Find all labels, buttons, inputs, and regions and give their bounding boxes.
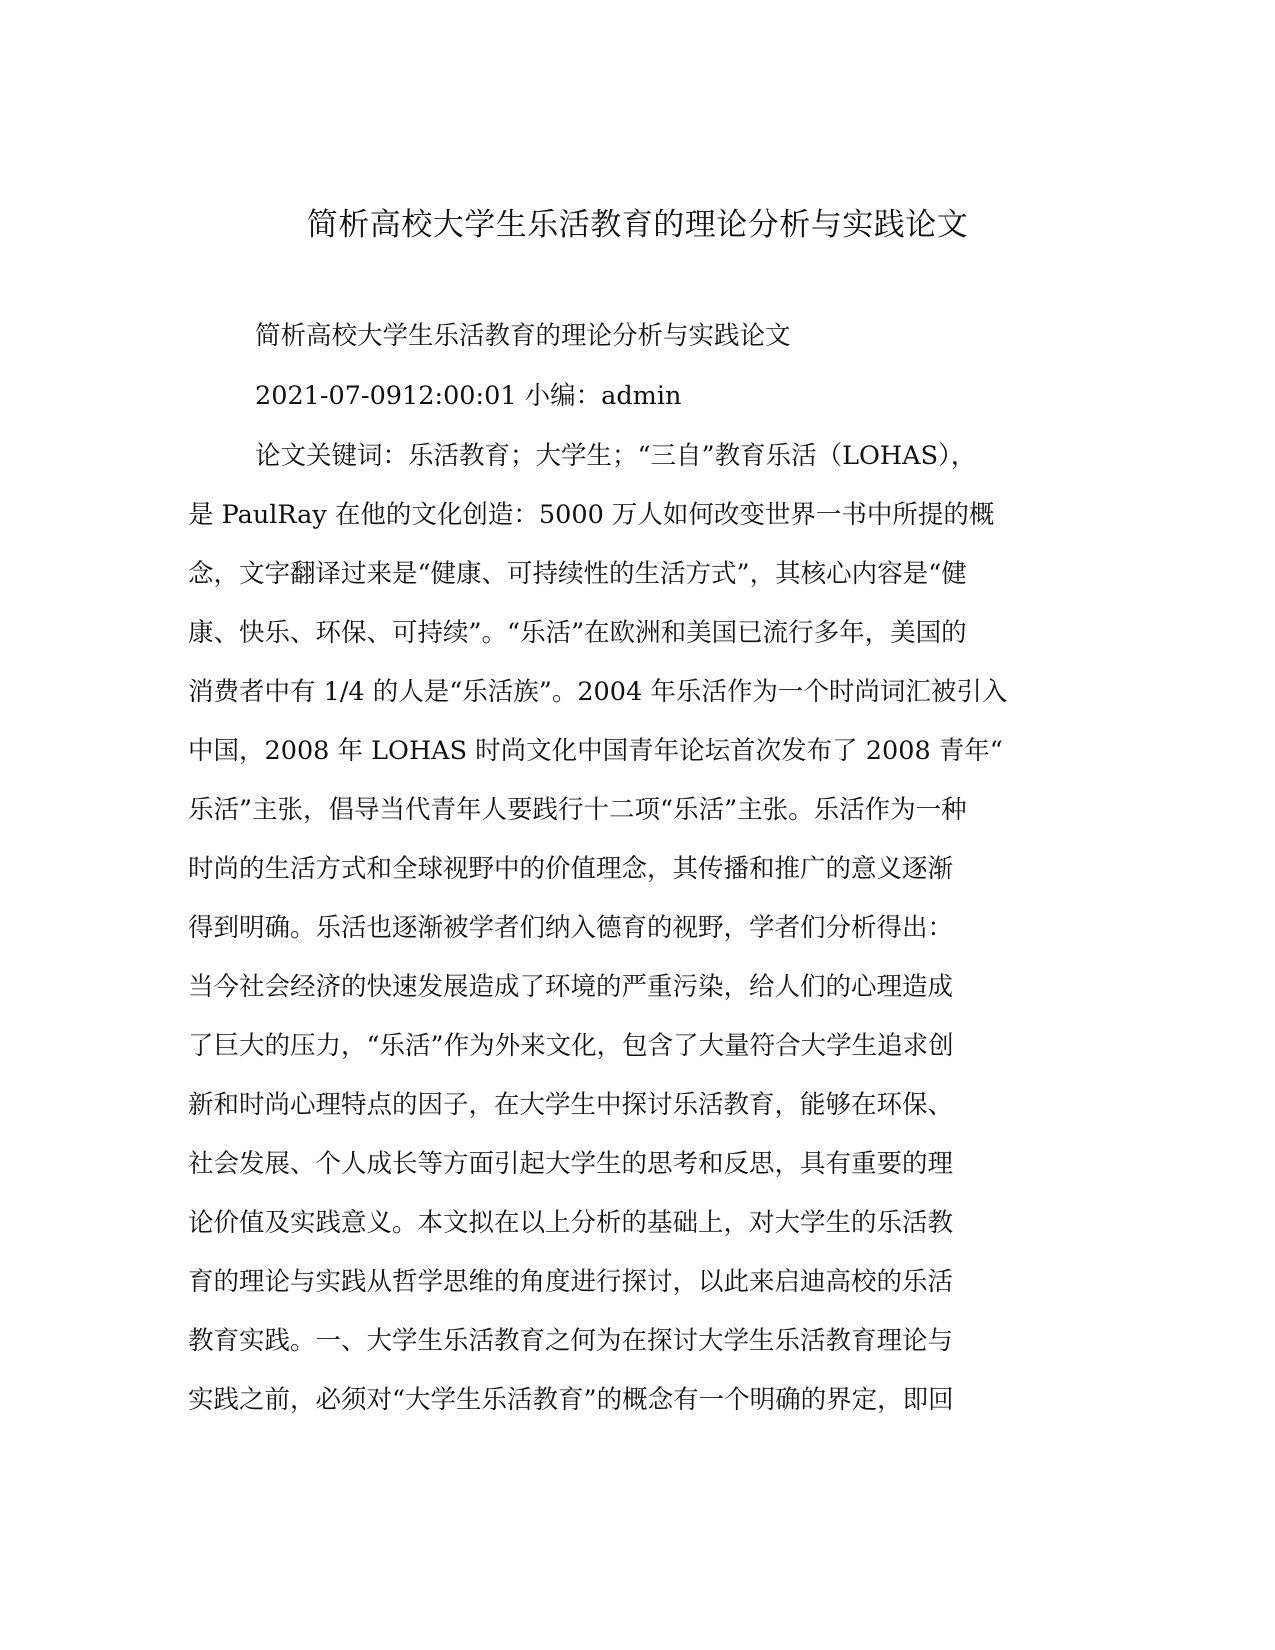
body-line-6: 中国，2008 年 LOHAS 时尚文化中国青年论坛首次发布了 2008 青年“ bbox=[188, 736, 1003, 766]
body-line-13: 社会发展、个人成长等方面引起大学生的思考和反思，具有重要的理 bbox=[188, 1149, 954, 1179]
body-line-1: 论文关键词：乐活教育；大学生；“三自”教育乐活（LOHAS）， bbox=[255, 441, 977, 471]
body-line-7: 乐活”主张，倡导当代青年人要践行十二项“乐活”主张。乐活作为一种 bbox=[188, 795, 967, 825]
body-line-12: 新和时尚心理特点的因子，在大学生中探讨乐活教育，能够在环保、 bbox=[188, 1090, 954, 1120]
article-title-line: 简析高校大学生乐活教育的理论分析与实践论文 bbox=[255, 321, 791, 351]
document-title: 简析高校大学生乐活教育的理论分析与实践论文 bbox=[306, 207, 969, 243]
body-line-2: 是 PaulRay 在他的文化创造：5000 万人如何改变世界一书中所提的概 bbox=[188, 500, 995, 530]
body-line-11: 了巨大的压力，“乐活”作为外来文化，包含了大量符合大学生追求创 bbox=[188, 1031, 954, 1061]
body-line-14: 论价值及实践意义。本文拟在以上分析的基础上，对大学生的乐活教 bbox=[188, 1208, 954, 1238]
body-line-10: 当今社会经济的快速发展造成了环境的严重污染，给人们的心理造成 bbox=[188, 972, 954, 1002]
body-line-4: 康、快乐、环保、可持续”。“乐活”在欧洲和美国已流行多年，美国的 bbox=[188, 618, 967, 648]
body-line-15: 育的理论与实践从哲学思维的角度进行探讨，以此来启迪高校的乐活 bbox=[188, 1267, 954, 1297]
body-line-3: 念，文字翻译过来是“健康、可持续性的生活方式”，其核心内容是“健 bbox=[188, 559, 967, 589]
body-line-8: 时尚的生活方式和全球视野中的价值理念，其传播和推广的意义逐渐 bbox=[188, 854, 954, 884]
body-line-17: 实践之前，必须对“大学生乐活教育”的概念有一个明确的界定，即回 bbox=[188, 1385, 954, 1415]
article-meta-line: 2021-07-0912:00:01 小编：admin bbox=[255, 381, 682, 411]
body-line-5: 消费者中有 1/4 的人是“乐活族”。2004 年乐活作为一个时尚词汇被引入 bbox=[188, 677, 1008, 707]
body-line-9: 得到明确。乐活也逐渐被学者们纳入德育的视野，学者们分析得出： bbox=[188, 913, 954, 943]
body-line-16: 教育实践。一、大学生乐活教育之何为在探讨大学生乐活教育理论与 bbox=[188, 1326, 954, 1356]
